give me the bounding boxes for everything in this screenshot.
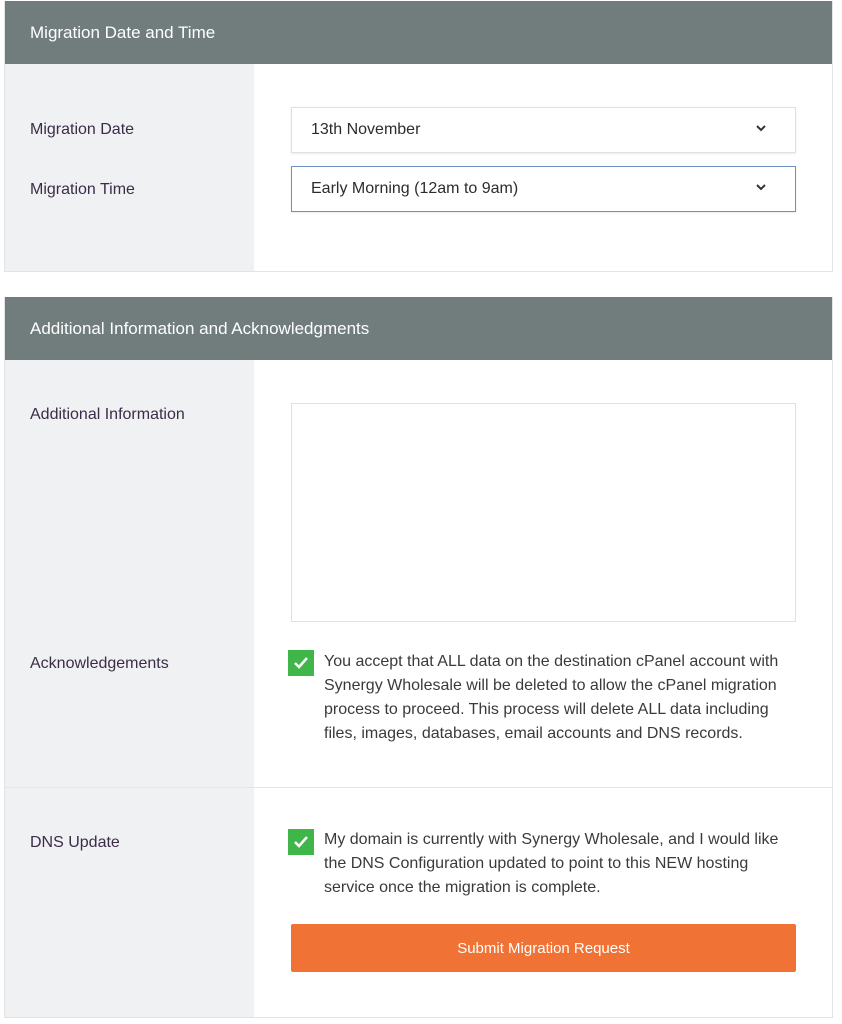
acknowledgement-checkbox[interactable]	[288, 650, 314, 676]
dns-update-label: DNS Update	[30, 834, 120, 851]
label-column	[5, 360, 254, 1017]
migration-time-value: Early Morning (12am to 9am)	[311, 180, 519, 197]
migration-date-value: 13th November	[311, 121, 421, 138]
dns-update-text: My domain is currently with Synergy Wholesale, and I would like the DNS Configuration updated to point to this NEW hosting service once the migration is complete.	[324, 831, 779, 896]
acknowledgement-text: You accept that ALL data on the destination cPanel account with Synergy Wholesale will be deleted to allow the cPanel migration process to proceed. This process will delete ALL data including files, images, databases, email accounts and DNS records.	[324, 653, 779, 742]
migration-date-select[interactable]	[291, 107, 796, 153]
panel-title: Additional Information and Acknowledgments	[5, 297, 832, 360]
dns-update-checkbox[interactable]	[288, 829, 314, 855]
panel-title: Migration Date and Time	[5, 1, 832, 64]
divider	[5, 787, 832, 788]
label-column	[5, 64, 254, 271]
checkmark-icon	[293, 656, 309, 670]
migration-date-time-panel	[4, 1, 833, 272]
migration-time-label: Migration Time	[30, 181, 135, 198]
chevron-down-icon	[755, 122, 767, 134]
additional-info-textarea[interactable]	[291, 403, 796, 622]
additional-info-label: Additional Information	[30, 406, 185, 423]
acknowledgements-label: Acknowledgements	[30, 655, 169, 672]
checkmark-icon	[293, 835, 309, 849]
submit-migration-button[interactable]: Submit Migration Request	[291, 924, 796, 972]
chevron-down-icon	[755, 181, 767, 193]
migration-date-label: Migration Date	[30, 121, 135, 138]
additional-info-panel	[4, 297, 833, 1018]
migration-time-select[interactable]	[291, 166, 796, 212]
